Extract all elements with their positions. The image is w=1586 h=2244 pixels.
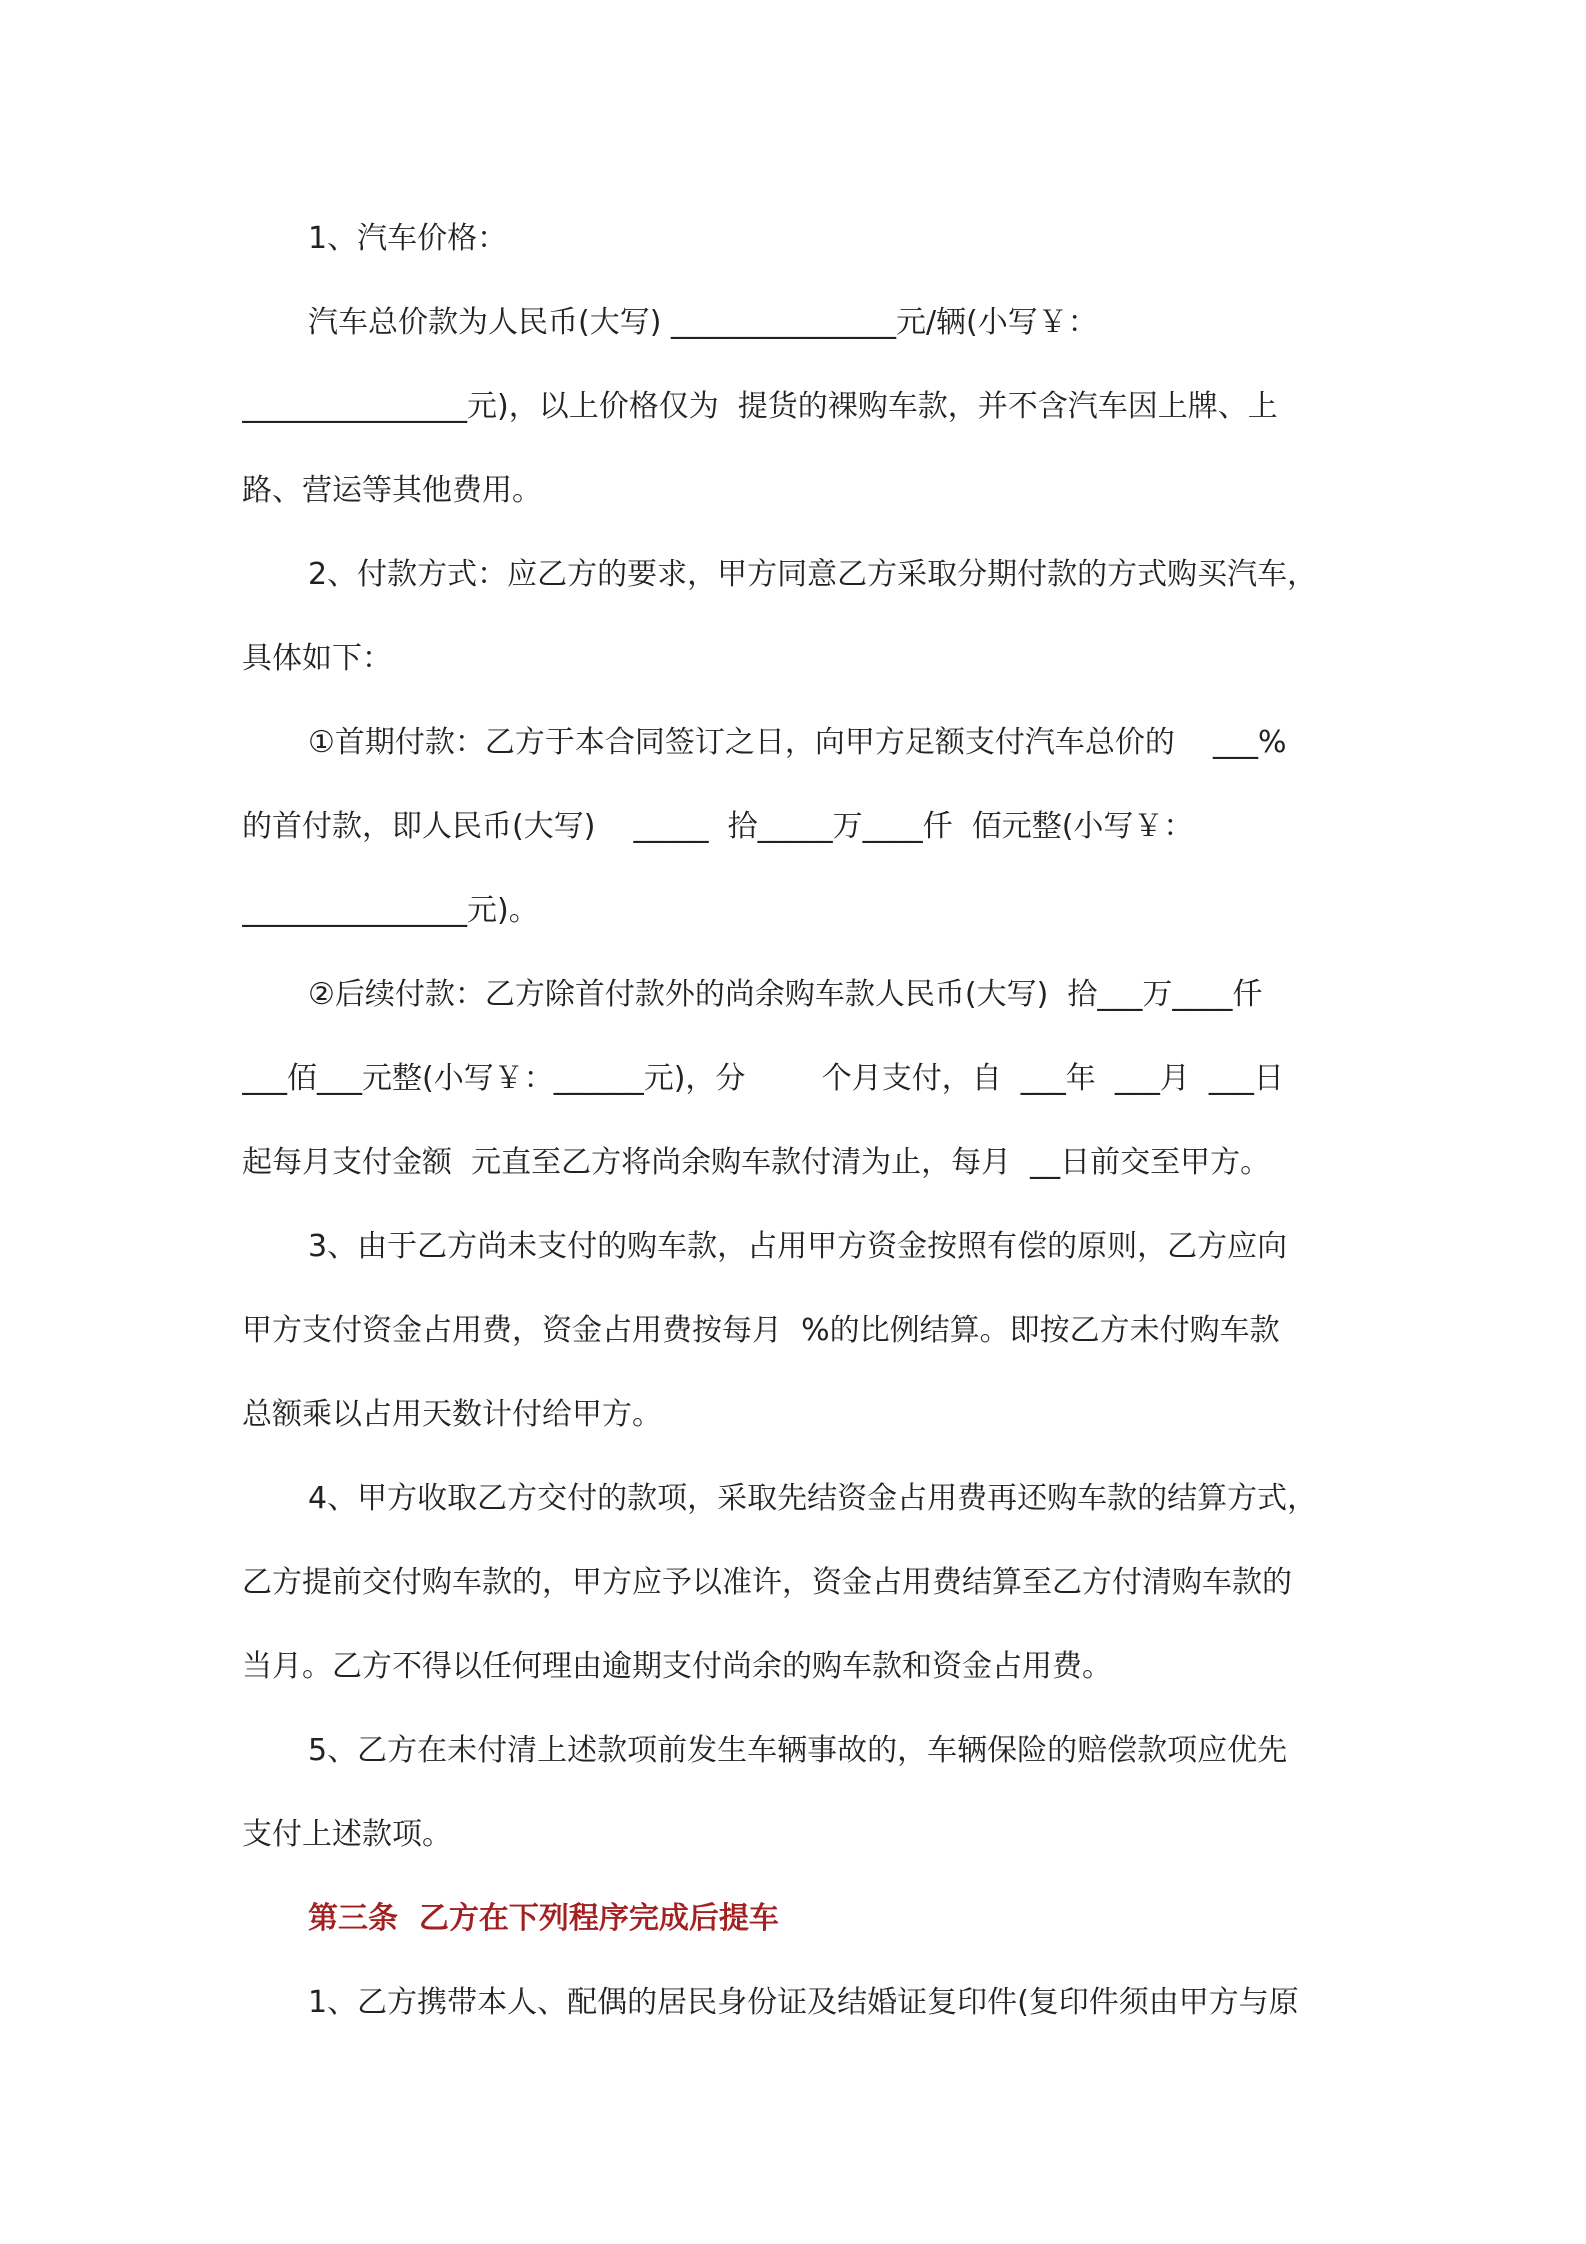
clause-occupancy-fee: 总额乘以占用天数计付给甲方。	[242, 1397, 662, 1432]
contract-body	[242, 197, 1362, 2045]
clause-occupancy-fee: 3、由于乙方尚未支付的购车款，占用甲方资金按照有偿的原则，乙方应向	[308, 1229, 1288, 1264]
clause-payment-method: 2、付款方式：应乙方的要求，甲方同意乙方采取分期付款的方式购买汽车，	[308, 557, 1318, 592]
clause-total-price-line: 汽车总价款为人民币(大写) _______________元/辆(小写￥：	[308, 305, 1098, 340]
clause-pickup-documents: 1、乙方携带本人、配偶的居民身份证及结婚证复印件(复印件须由甲方与原	[308, 1985, 1299, 2020]
clause-occupancy-fee: 甲方支付资金占用费，资金占用费按每月 %的比例结算。即按乙方未付购车款	[242, 1313, 1280, 1348]
clause-accident: 支付上述款项。	[242, 1817, 452, 1852]
clause-settlement: 4、甲方收取乙方交付的款项，采取先结资金占用费再还购车款的结算方式，	[308, 1481, 1318, 1516]
clause-accident: 5、乙方在未付清上述款项前发生车辆事故的，车辆保险的赔偿款项应优先	[308, 1733, 1288, 1768]
clause-car-price-title: 1、汽车价格：	[308, 221, 508, 256]
clause-total-price-line: 路、营运等其他费用。	[242, 473, 542, 508]
clause-down-payment: ①首期付款：乙方于本合同签订之日，向甲方足额支付汽车总价的 ___%	[308, 725, 1287, 760]
clause-down-payment: 的首付款，即人民币(大写) _____ 拾_____万____仟 佰元整(小写￥：	[242, 809, 1194, 844]
clause-subsequent-payment: ___佰___元整(小写￥：______元)，分 个月支付，自 ___年 ___月 ___日	[242, 1061, 1284, 1096]
clause-subsequent-payment: ②后续付款：乙方除首付款外的尚余购车款人民币(大写) 拾___万____仟	[308, 977, 1263, 1012]
clause-subsequent-payment: 起每月支付金额 元直至乙方将尚余购车款付清为止，每月 __日前交至甲方。	[242, 1145, 1271, 1180]
clause-down-payment: _______________元)。	[242, 893, 539, 928]
article-three-heading: 第三条 乙方在下列程序完成后提车	[308, 1901, 779, 1936]
clause-total-price-line: _______________元)，以上价格仅为 提货的裸购车款，并不含汽车因上牌、上	[242, 389, 1278, 424]
clause-settlement: 当月。乙方不得以任何理由逾期支付尚余的购车款和资金占用费。	[242, 1649, 1112, 1684]
clause-settlement: 乙方提前交付购车款的，甲方应予以准许，资金占用费结算至乙方付清购车款的	[242, 1565, 1292, 1600]
clause-payment-method: 具体如下：	[242, 641, 392, 676]
